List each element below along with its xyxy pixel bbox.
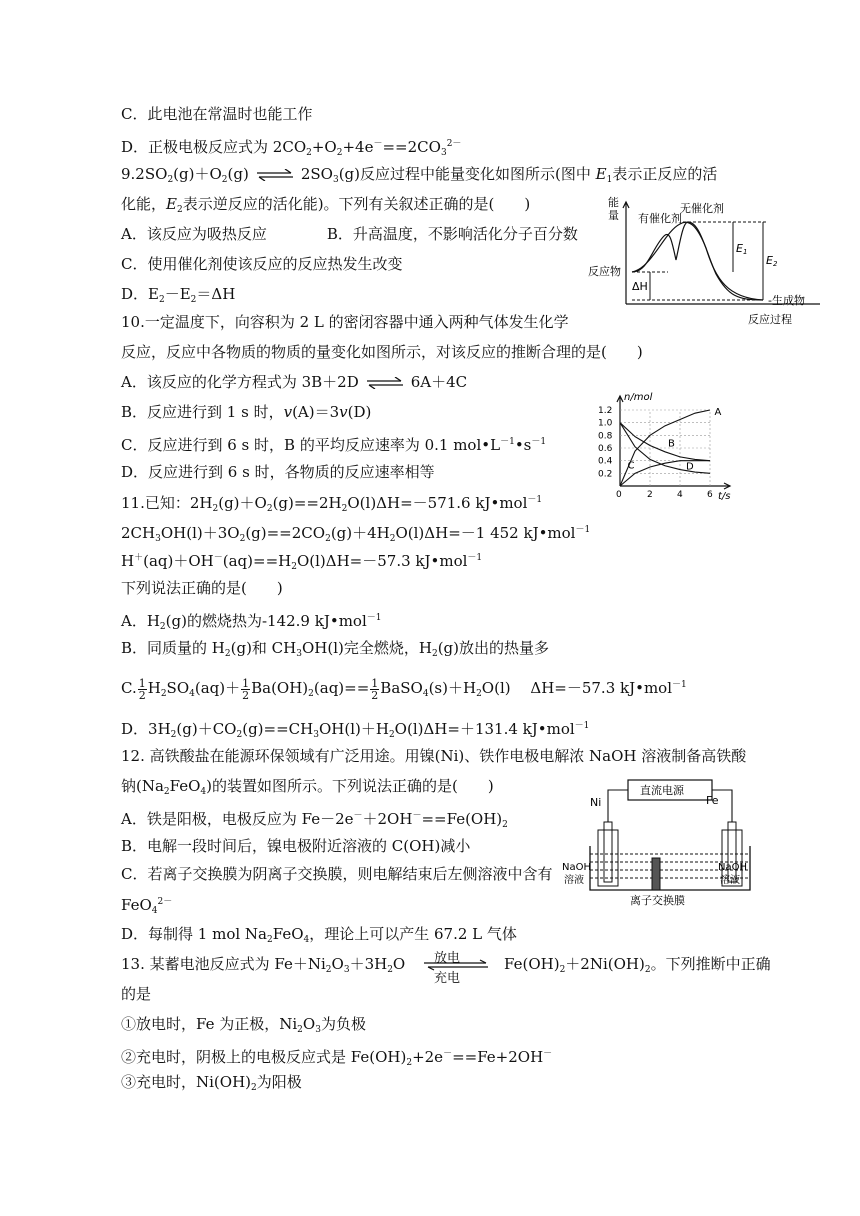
y-tick-label: 0.4 <box>598 456 613 467</box>
question-10-stem: 10.一定温度下，向容积为 2 L 的密闭容器中通入两种气体发生化学 <box>121 313 569 331</box>
question-12-option-c: C．若离子交换膜为阴离子交换膜，则电解结束后左侧溶液中含有 <box>121 865 553 883</box>
axis-label-energy-2: 量 <box>608 209 619 222</box>
question-11-option-d: D．$3H_2(g)+CO_2(g)==CH_3OH(l)+H_2O(l)\Delta H=+131.4$ kJ•mol$^{-1}$ <box>121 720 590 740</box>
question-9-stem-2: 化能，$E_2$表示逆反应的活化能)。下列有关叙述正确的是( ) <box>121 195 531 215</box>
question-11-option-b: B．同质量的 $H_2(g)$和 $CH_3OH(l)$完全燃烧，$H_2(g)$放出的热量多 <box>121 639 549 659</box>
question-10-option-a: A．该反应的化学方程式为 3B＋2D 6A＋4C <box>121 373 468 391</box>
label-reaction-process: 反应过程 <box>748 313 792 326</box>
x-axis-label: t/s <box>718 491 731 500</box>
question-13-stem: 13. 某蓄电池反应式为 $Fe+Ni_2O_3+3H_2O$ 放电 充电 $Fe(OH)_2+2Ni(OH)_2$。下列推断中正确 <box>121 954 771 980</box>
question-12-stem-2: 钠$(Na_2FeO_4)$的装置如图所示。下列说法正确的是( ) <box>121 777 494 797</box>
question-11-option-a: A．$H_2(g)$的燃烧热为-142.9 kJ•mol$^{-1}$ <box>121 612 382 632</box>
ni-electrode <box>604 822 612 882</box>
label-reactant: 反应物 <box>588 265 621 278</box>
question-10-option-b: B．反应进行到 1 s 时，v(A)＝3v(D) <box>121 403 372 421</box>
question-11-prompt: 下列说法正确的是( ) <box>121 579 283 597</box>
x-tick-label: 6 <box>707 490 713 500</box>
series-label-c: C <box>627 460 635 472</box>
label-catalyst: 有催化剂 <box>638 212 682 225</box>
ni-label: Ni <box>590 796 602 809</box>
right-solution-label-2: 溶液 <box>720 875 740 886</box>
reversible-arrow <box>422 951 492 986</box>
left-solution-label-1: NaOH <box>562 862 591 873</box>
question-9-stem: $9.2SO_2(g)+O_2(g)$ $2SO_3(g)$反应过程中能量变化如图所示(图中 $E_1$表示正反应的活 <box>121 165 718 185</box>
series-label-d: D <box>686 461 694 473</box>
option-c-line: C．此电池在常温时也能工作 <box>121 105 313 123</box>
x-tick-label: 2 <box>647 490 653 500</box>
y-tick-label: 0.2 <box>598 469 613 480</box>
question-10-stem-2: 反应，反应中各物质的物质的量变化如图所示，对该反应的推断合理的是( ) <box>121 343 643 361</box>
curve-with-catalyst <box>632 222 763 300</box>
question-12-stem: 12. 高铁酸盐在能源环保领域有广泛用途。用镍(Ni)、铁作电极电解浓 NaOH 溶液制备高铁酸 <box>121 747 747 765</box>
label-product: -生成物 <box>768 294 805 307</box>
series-label-a: A <box>714 407 722 419</box>
series-label-b: B <box>668 438 675 450</box>
origin-tick-label: 0 <box>616 490 622 500</box>
option-d-line: D．正极电极反应式为 $2CO_2+O_2+4e^-==2CO_3^{2-}$ <box>121 138 462 158</box>
y-tick-label: 1.2 <box>598 406 613 416</box>
power-supply-label: 直流电源 <box>640 784 684 797</box>
y-tick-label: 1.0 <box>598 418 613 429</box>
label-e1: E1 <box>736 242 748 256</box>
question-9-options-ab: A．该反应为吸热反应 B．升高温度，不影响活化分子百分数 <box>121 225 578 243</box>
y-axis-label: n/mol <box>624 392 653 403</box>
membrane-label: 离子交换膜 <box>630 894 685 906</box>
question-11-eq2: $2CH_3OH(l)+3O_2(g)==2CO_2(g)+4H_2O(l)\Delta H=-1$ 452 kJ•mol$^{-1}$ <box>121 524 591 544</box>
discharge-label: 放电 <box>434 951 461 966</box>
y-tick-label: 0.8 <box>598 431 613 442</box>
axis-label-energy-1: 能 <box>608 196 619 209</box>
y-tick-label: 0.6 <box>598 444 613 454</box>
fe-electrode <box>728 822 736 882</box>
question-11-option-c: C. $\frac{1}{2}$ $H_2SO_4(aq)+$ $\frac{1}{2}$ $Ba(OH)_2(aq)==$ $\frac{1}{2}$ $BaSO_4(s)+H_2O(l)$ ΔH=－57.3 kJ•mol$^{-1}$ <box>121 676 687 702</box>
energy-diagram <box>588 192 828 328</box>
question-13-item-3: ③充电时，$Ni(OH)_2$为阳极 <box>121 1073 302 1093</box>
ion-exchange-membrane <box>652 858 660 890</box>
equilibrium-arrow-icon <box>365 377 405 389</box>
fe-label: Fe <box>706 794 719 807</box>
curve-no-catalyst <box>632 222 763 300</box>
question-10-option-c: C．反应进行到 6 s 时，B 的平均反应速率为 0.1 $mol•L^{-1}•s^{-1}$ <box>121 436 547 454</box>
question-13-item-2: ②充电时，阴极上的电极反应式是 $Fe(OH)_2+2e^-==Fe+2OH^-$ <box>121 1048 553 1068</box>
right-solution-label-1: NaOH <box>718 862 747 873</box>
question-13-stem-2: 的是 <box>121 985 152 1003</box>
equilibrium-arrow-icon <box>255 169 295 181</box>
electrolysis-apparatus <box>560 776 760 906</box>
label-e2: E2 <box>766 254 778 268</box>
x-tick-label: 4 <box>677 490 683 500</box>
charge-label: 充电 <box>434 971 461 986</box>
question-9-option-d: D．$E_2-E_2=\Delta H$ <box>121 285 236 305</box>
question-12-option-d: D．每制得 1 mol $Na_2FeO_4$，理论上可以产生 67.2 L 气体 <box>121 925 517 945</box>
question-12-option-b: B．电解一段时间后，镍电极附近溶液的 C(OH)减小 <box>121 837 471 855</box>
mole-time-chart <box>590 388 740 500</box>
left-solution-label-2: 溶液 <box>564 875 584 886</box>
question-11-eq1: 11.已知：$2H_2(g)+O_2(g)==2H_2O(l)\Delta H=-571.6$ kJ•mol$^{-1}$ <box>121 494 543 514</box>
label-delta-h: ΔH <box>632 280 648 293</box>
question-11-eq3: $H^+(aq)+OH^-(aq)==H_2O(l)\Delta H=-57.3$ kJ•mol$^{-1}$ <box>121 552 483 572</box>
question-9-option-c: C．使用催化剂使该反应的反应热发生改变 <box>121 255 403 273</box>
question-12-option-c-2: FeO$_4^{2-}$ <box>121 896 173 916</box>
question-12-option-a: A．铁是阳极，电极反应为 $Fe-2e^-+2OH^-==Fe(OH)_2$ <box>121 810 508 830</box>
question-10-option-d: D．反应进行到 6 s 时，各物质的反应速率相等 <box>121 463 435 481</box>
chart-svg <box>590 388 740 500</box>
question-13-item-1: ①放电时，Fe 为正极，$Ni_2O_3$为负极 <box>121 1015 366 1035</box>
label-no-catalyst: 无催化剂 <box>680 202 724 215</box>
